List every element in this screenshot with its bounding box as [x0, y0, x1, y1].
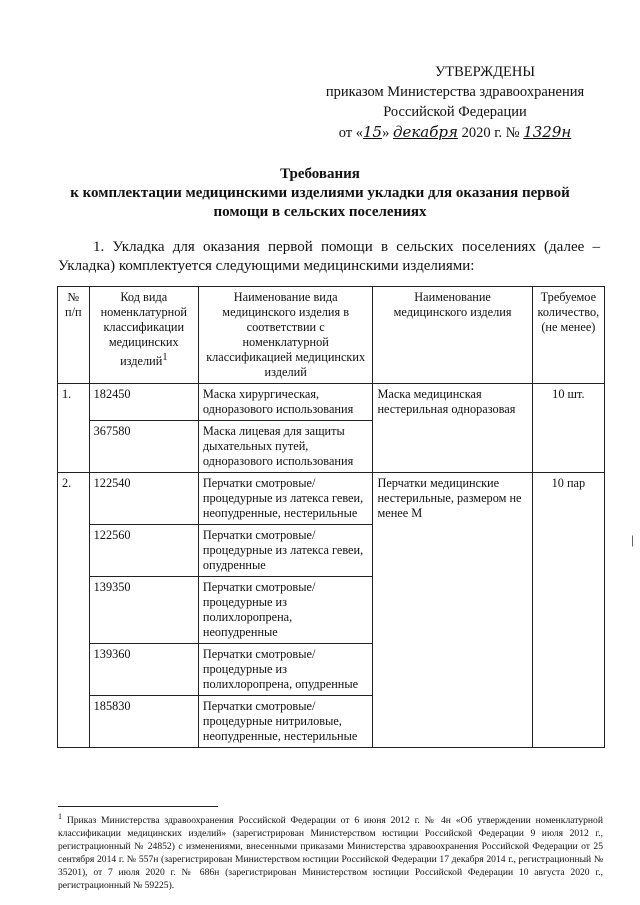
header-num: № п/п	[58, 287, 90, 384]
date-prefix: от «	[338, 125, 363, 141]
margin-mark: |	[631, 532, 634, 547]
footnote-divider	[58, 806, 218, 807]
row-type: Маска хирургическая, одноразового использования	[198, 384, 373, 421]
approval-block	[310, 62, 600, 143]
document-title	[40, 165, 600, 222]
table-row	[58, 473, 605, 525]
date-mid: »	[382, 125, 393, 141]
row-code: 122540	[89, 473, 198, 525]
footnote-text: Приказ Министерства здравоохранения Российской Федерации от 6 июня 2012 г. № 4н «Об утверждении номенклатурной классификации медицинских изделий» (зарегистрирован Министерством юстиции Российской Федерации 9 июля 2012 г., регистрационный № 24852) с изменениями, внесенными приказами Министерства здравоохранения Российской Федерации от 25 сентября 2014 г. № 557н (зарегистрирован Министерством юстиции Российской Федерации 17 декабря 2014 г., регистрационный № 35201), от 7 июля 2020 г. № 686н (зарегистрирован Министерством юстиции Российской Федерации 10 августа 2020 г., регистрационный № 59225).	[58, 815, 603, 892]
row-num: 1.	[58, 384, 90, 473]
header-code-footnote-ref: 1	[162, 352, 168, 363]
row-name: Перчатки медицинские нестерильные, размером не менее M	[373, 473, 532, 748]
row-code: 122560	[89, 525, 198, 577]
row-qty: 10 шт.	[532, 384, 604, 473]
approval-title: УТВЕРЖДЕНЫ	[434, 64, 536, 80]
approval-line-2: Российской Федерации	[383, 104, 527, 120]
header-qty: Требуемое количество, (не менее)	[532, 287, 604, 384]
header-name-type: Наименование вида медицинского изделия в соответствии с номенклатурной классификацией медицинских изделий	[198, 287, 373, 384]
row-qty: 10 пар	[532, 473, 604, 748]
row-code: 367580	[89, 421, 198, 473]
row-type: Перчатки смотровые/процедурные из полихлоропрена, опудренные	[198, 644, 373, 696]
row-code: 182450	[89, 384, 198, 421]
row-type: Перчатки смотровые/процедурные из латекса гевеи, опудренные	[198, 525, 373, 577]
row-num: 2.	[58, 473, 90, 748]
row-code: 139360	[89, 644, 198, 696]
row-type: Перчатки смотровые/процедурные из латекса гевеи, неопудренные, нестерильные	[198, 473, 373, 525]
row-name: Маска медицинская нестерильная одноразовая	[373, 384, 532, 473]
title-line-2: к комплектации медицинскими изделиями укладки для оказания первой	[70, 185, 570, 201]
intro-paragraph: 1. Укладка для оказания первой помощи в сельских поселениях (далее – Укладка) комплектуется следующими медицинскими изделиями:	[58, 239, 600, 274]
table-row	[58, 384, 605, 421]
row-type: Перчатки смотровые/процедурные нитриловые, неопудренные, нестерильные	[198, 696, 373, 748]
date-year: 2020 г. №	[461, 125, 520, 141]
items-table	[57, 286, 605, 748]
approval-line-1: приказом Министерства здравоохранения	[325, 84, 585, 100]
header-code	[89, 287, 198, 384]
row-type: Перчатки смотровые/процедурные из полихлоропрена, неопудренные	[198, 577, 373, 644]
footnote	[58, 810, 603, 892]
approval-date-line	[310, 122, 600, 143]
table-header-row	[58, 287, 605, 384]
header-code-text: Код вида номенклатурной классификации медицинских изделий	[100, 290, 187, 369]
date-month: декабря	[392, 123, 458, 141]
date-day: 15	[362, 123, 383, 141]
title-line-3: помощи в сельских поселениях	[213, 204, 427, 220]
row-code: 185830	[89, 696, 198, 748]
row-type: Маска лицевая для защиты дыхательных путей, одноразового использования	[198, 421, 373, 473]
header-name: Наименование медицинского изделия	[373, 287, 532, 384]
footnote-marker: 1	[58, 812, 62, 821]
row-code: 139350	[89, 577, 198, 644]
title-line-1: Требования	[280, 166, 360, 182]
order-number: 1329н	[523, 123, 572, 141]
